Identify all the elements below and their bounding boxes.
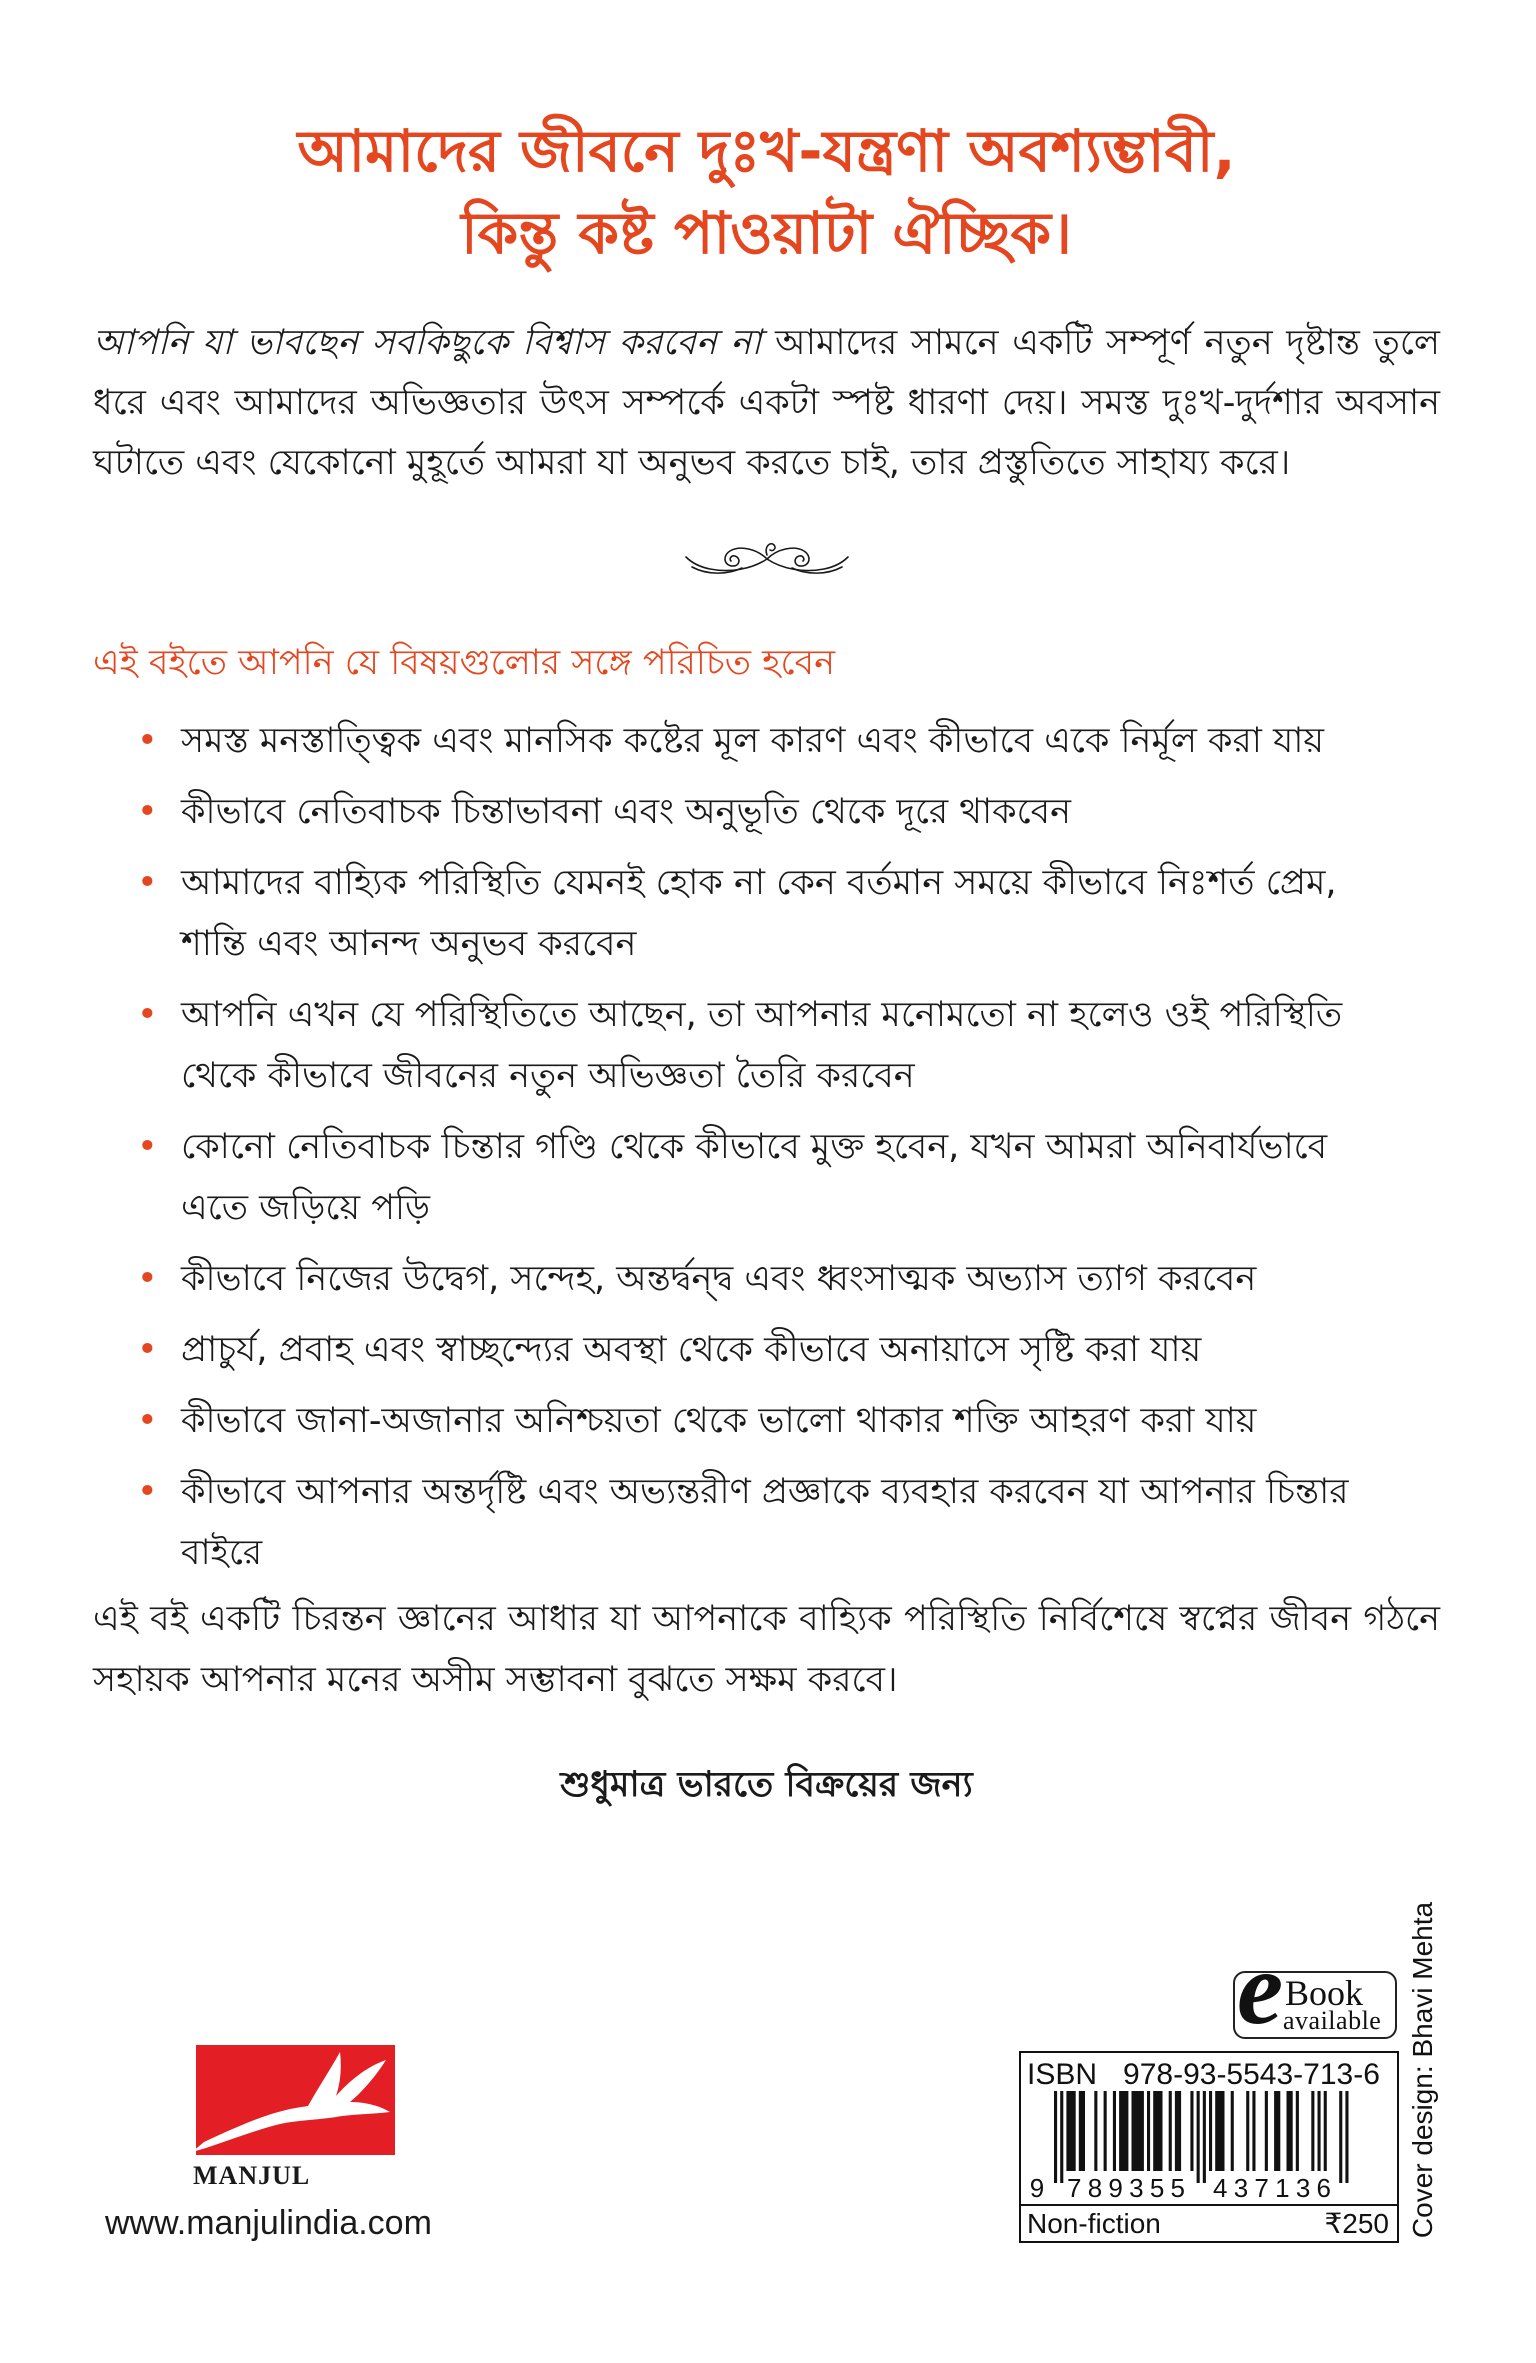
bullet-icon: • — [137, 863, 158, 903]
barcode-digits-right: 437136 — [1213, 2173, 1331, 2203]
price-label: ₹250 — [1324, 2208, 1389, 2239]
bullet-icon: • — [137, 721, 158, 761]
barcode-bar — [1318, 2091, 1321, 2171]
bullet-icon: • — [137, 995, 158, 1035]
barcode-bar — [1203, 2091, 1206, 2183]
feature-text: কোনো নেতিবাচক চিন্তার গণ্ডি থেকে কীভাবে মুক্ত হবেন, যখন আমরা অনিবার্যভাবে এতে জড়িয়ে পড়ি — [181, 1127, 1328, 1228]
barcode-bar — [1265, 2091, 1268, 2171]
barcode-bar — [1287, 2091, 1293, 2171]
list-item — [93, 1462, 1440, 1584]
flourish-ornament — [93, 535, 1440, 579]
publisher-website: www.manjulindia.com — [105, 2204, 432, 2242]
ebook-e-icon: e — [1237, 1931, 1284, 2046]
barcode-bar — [1209, 2091, 1212, 2171]
barcode — [1019, 2089, 1399, 2203]
bullet-icon: • — [137, 792, 158, 832]
genre-label: Non-fiction — [1027, 2208, 1161, 2239]
isbn-number: 978-93-5543-713-6 — [1123, 2058, 1380, 2091]
features-heading: এই বইতে আপনি যে বিষয়গুলোর সঙ্গে পরিচিত হবেন — [93, 643, 835, 683]
list-item — [93, 782, 1440, 843]
barcode-bar — [1054, 2091, 1057, 2183]
headline — [93, 0, 1440, 274]
feature-text: আমাদের বাহ্যিক পরিস্থিতি যেমনই হোক না কেন বর্তমান সময়ে কীভাবে নিঃশর্ত প্রেম, শান্তি এবং আনন্দ অনুভব করবেন — [181, 863, 1337, 964]
barcode-bar — [1113, 2091, 1116, 2171]
book-title: আপনি যা ভাবছেন সবকিছুকে বিশ্বাস করবেন না — [93, 323, 762, 363]
barcode-bar — [1153, 2091, 1162, 2171]
list-item — [93, 1249, 1440, 1310]
cover-design-credit: Cover design: Bhavi Mehta — [1407, 1901, 1438, 2239]
barcode-bar — [1252, 2091, 1255, 2171]
isbn-box — [1019, 2051, 1399, 2243]
closing-paragraph: এই বই একটি চিরন্তন জ্ঞানের আধার যা আপনাকে বাহ্যিক পরিস্থিতি নির্বিশেষে স্বপ্নের জীবন গঠনে সহায়ক আপনার মনের অসীম সম্ভাবনা বুঝতে সক্ষম করবে। — [93, 1599, 1440, 1700]
features-list — [93, 711, 1440, 1584]
feature-text: কীভাবে নিজের উদ্বেগ, সন্দেহ, অন্তর্দ্বন্দ্ব এবং ধ্বংসাত্মক অভ্যাস ত্যাগ করবেন — [181, 1259, 1257, 1299]
barcode-bar — [1132, 2091, 1144, 2171]
list-item — [93, 1391, 1440, 1452]
list-item — [93, 711, 1440, 772]
bullet-icon: • — [137, 1472, 158, 1512]
ebook-word: Book — [1285, 1973, 1364, 2013]
barcode-bar — [1296, 2091, 1299, 2171]
feature-text: কীভাবে আপনার অন্তর্দৃষ্টি এবং অভ্যন্তরীণ প্রজ্ঞাকে ব্যবহার করবেন যা আপনার চিন্তার বাইরে — [181, 1472, 1349, 1573]
feature-text: সমস্ত মনস্তাত্ত্বিক এবং মানসিক কষ্টের মূল কারণ এবং কীভাবে একে নির্মূল করা যায় — [181, 721, 1324, 761]
headline-line-1: আমাদের জীবনে দুঃখ-যন্ত্রণা অবশ্যম্ভাবী, — [297, 117, 1236, 185]
barcode-bar — [1324, 2091, 1327, 2171]
intro-text: আমাদের সামনে একটি সম্পূর্ণ নতুন দৃষ্টান্ত তুলে ধরে এবং আমাদের অভিজ্ঞতার উৎস সম্পর্কে একটা স্পষ্ট ধারণা দেয়। সমস্ত দুঃখ-দুর্দশার অবসান ঘটাতে এবং যেকোনো মুহূর্তে আমরা যা অনুভব করতে চাই, তার প্রস্তুতিতে সাহায্য করে। — [93, 323, 1440, 483]
barcode-bar — [1147, 2091, 1150, 2171]
barcode-digits-left: 789355 — [1067, 2173, 1185, 2203]
feature-text: আপনি এখন যে পরিস্থিতিতে আছেন, তা আপনার মনোমতো না হলেও ওই পরিস্থিতি থেকে কীভাবে জীবনের নতুন অভিজ্ঞতা তৈরি করবেন — [181, 995, 1343, 1096]
barcode-bar — [1246, 2091, 1249, 2171]
list-item — [93, 1117, 1440, 1239]
feature-text: প্রাচুর্য, প্রবাহ এবং স্বাচ্ছন্দ্যের অবস্থা থেকে কীভাবে অনায়াসে সৃষ্টি করা যায় — [181, 1330, 1202, 1370]
barcode-bar — [1274, 2091, 1280, 2171]
isbn-row — [1027, 2057, 1380, 2093]
list-item — [93, 985, 1440, 1107]
sale-notice: শুধুমাত্র ভারতে বিক্রয়ের জন্য — [560, 1765, 973, 1805]
ebook-badge — [1233, 1931, 1397, 2046]
logo-text: MANJUL — [193, 2161, 311, 2190]
barcode-bar — [1175, 2091, 1181, 2171]
barcode-bar — [1079, 2091, 1085, 2171]
barcode-bar — [1094, 2091, 1097, 2171]
publisher-logo — [190, 2040, 400, 2190]
barcode-digit-first: 9 — [1029, 2173, 1045, 2203]
barcode-bar — [1060, 2091, 1063, 2183]
ebook-status: available — [1283, 2006, 1382, 2035]
list-item — [93, 853, 1440, 975]
barcode-bar — [1215, 2091, 1224, 2171]
cover-text-column — [93, 0, 1440, 1816]
barcode-bar — [1190, 2091, 1193, 2171]
isbn-label: ISBN — [1027, 2058, 1098, 2091]
barcode-bar — [1231, 2091, 1234, 2171]
barcode-bar — [1311, 2091, 1314, 2171]
intro-paragraph — [93, 313, 1440, 493]
barcode-bar — [1119, 2091, 1128, 2171]
bullet-icon: • — [137, 1401, 158, 1441]
headline-line-2: কিন্তু কষ্ট পাওয়াটা ঐচ্ছিক। — [461, 199, 1072, 267]
bullet-icon: • — [137, 1259, 158, 1299]
barcode-bar — [1169, 2091, 1172, 2171]
feature-text: কীভাবে জানা-অজানার অনিশ্চয়তা থেকে ভালো থাকার শক্তি আহরণ করা যায় — [181, 1401, 1257, 1441]
barcode-bar — [1104, 2091, 1107, 2171]
barcode-bar — [1345, 2091, 1348, 2183]
bullet-icon: • — [137, 1330, 158, 1370]
barcode-bar — [1197, 2091, 1200, 2183]
barcode-bar — [1339, 2091, 1342, 2183]
bullet-icon: • — [137, 1127, 158, 1167]
flourish-icon — [682, 535, 852, 579]
barcode-bar — [1066, 2091, 1075, 2171]
bird-icon — [190, 2040, 400, 2160]
feature-text: কীভাবে নেতিবাচক চিন্তাভাবনা এবং অনুভূতি থেকে দূরে থাকবেন — [181, 792, 1072, 832]
list-item — [93, 1320, 1440, 1381]
